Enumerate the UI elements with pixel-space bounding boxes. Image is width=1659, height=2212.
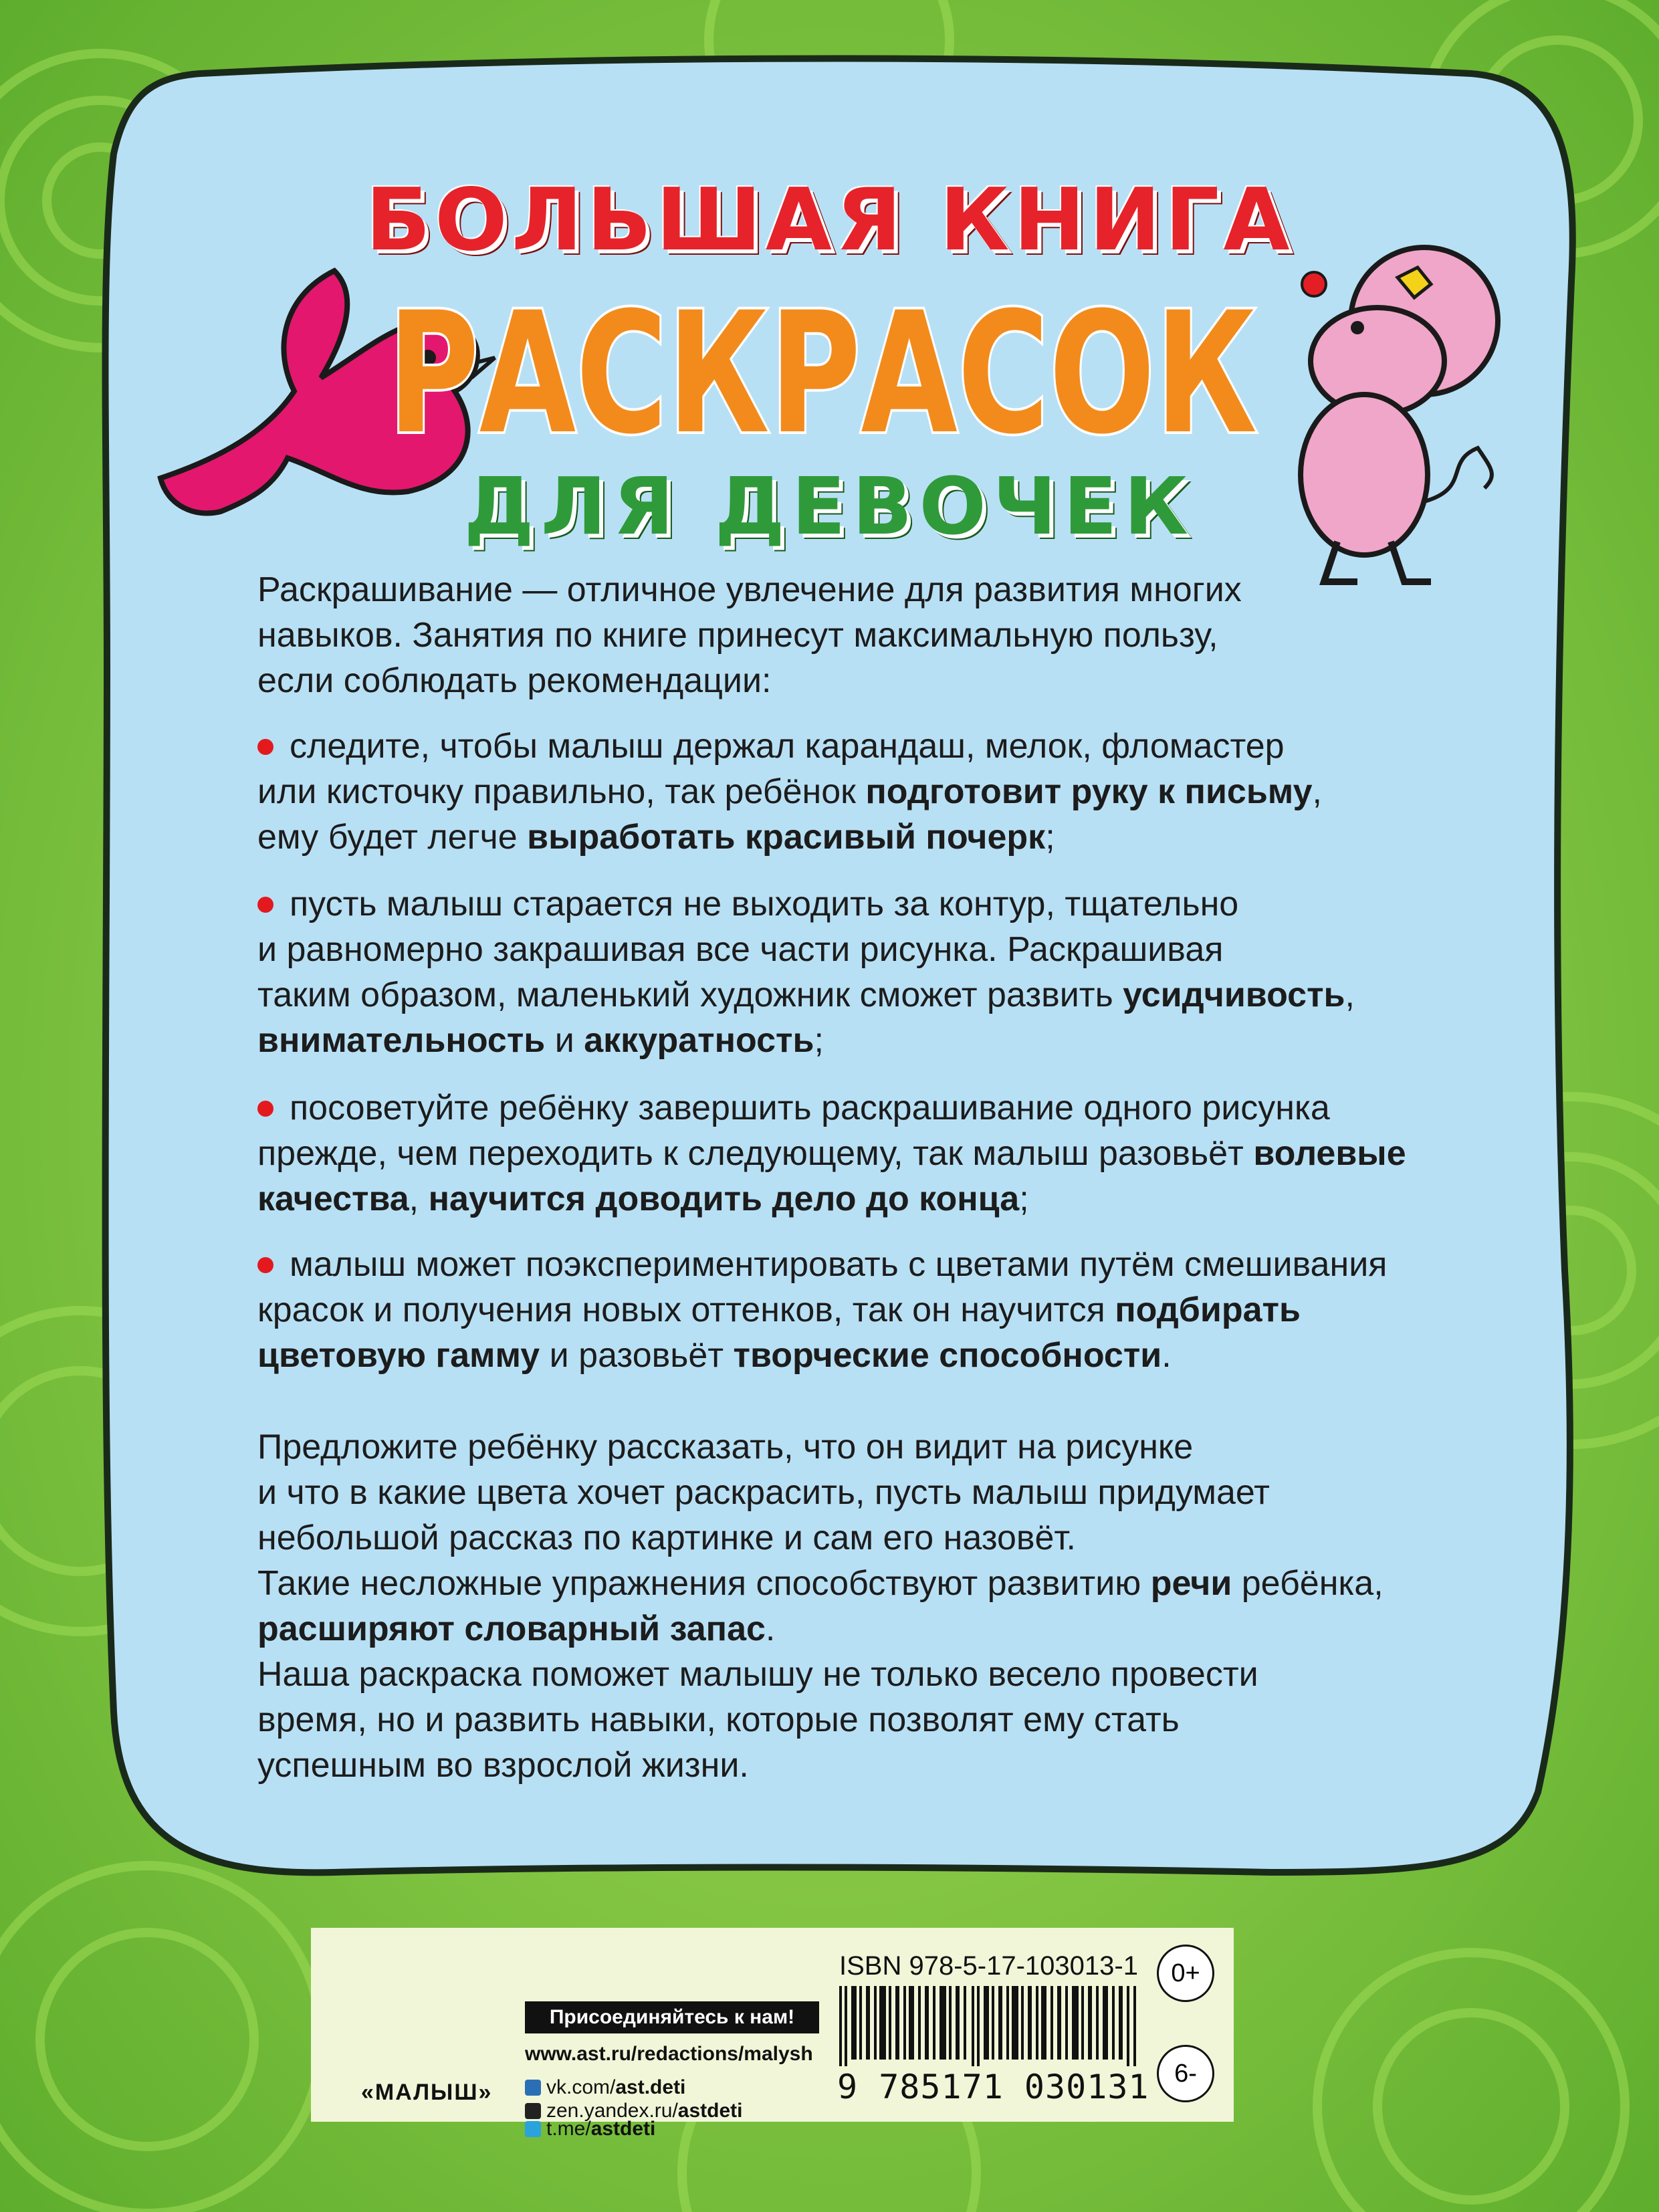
telegram-link[interactable]: t.me/astdeti (525, 2118, 655, 2140)
outro-paragraph: Предложите ребёнку рассказать, что он видит на рисунке и что в какие цвета хочет раскрасить, пусть малыш придумает небольшой рассказ по картинке и сам его назовёт. Такие несложные упражнения способствуют развитию речи ребёнка, расширяют словарный запас. Наша раскраска поможет малышу не только весело провести время, но и развить навыки, которые позволят ему стать успешным во взрослой жизни. (257, 1428, 1384, 1785)
barcode (839, 1986, 1140, 2066)
title-main (374, 271, 1270, 471)
bullet-2: пусть малыш старается не выходить за контур, тщательно и равномерно закрашивая все части рисунка. Раскрашивая таким образом, маленький художник сможет развить усидчивость, внимательность и аккуратность; (257, 885, 1355, 1060)
intro-paragraph (257, 567, 1515, 703)
isbn-text: ISBN 978-5-17-103013-1 (839, 1951, 1138, 1981)
telegram-icon (525, 2121, 541, 2137)
title-main-text: РАСКРАСОК (388, 276, 1257, 471)
intro-line: если соблюдать рекомендации: (257, 661, 772, 700)
bullet-dot (257, 1101, 273, 1117)
bullet-dot (257, 739, 273, 755)
zen-link[interactable]: zen.yandex.ru/astdeti (525, 2100, 743, 2122)
age-rating-badge: 0+ (1157, 1945, 1214, 2002)
bullet-3: посоветуйте ребёнку завершить раскрашивание одного рисунка прежде, чем переходить к следующему, так малыш разовьёт волевые качества, научится доводить дело до конца; (257, 1089, 1406, 1218)
bullet-dot (257, 1257, 273, 1273)
publisher-name: «МАЛЫШ» (361, 2080, 493, 2105)
vk-icon (525, 2080, 541, 2096)
title-top: БОЛЬШАЯ КНИГА (365, 171, 1294, 270)
site-link[interactable]: www.ast.ru/redactions/malysh (525, 2043, 813, 2065)
vk-link[interactable]: vk.com/ast.deti (525, 2076, 685, 2099)
age-limit-badge: 6- (1157, 2045, 1214, 2102)
join-banner: Присоединяйтесь к нам! (525, 2001, 819, 2033)
zen-icon (525, 2103, 541, 2119)
intro-line: Раскрашивание — отличное увлечение для развития многих (257, 570, 1242, 609)
bullet-4: малыш может поэкспериментировать с цветами путём смешивания красок и получения новых оттенков, так он научится подбирать цветовую гамму и разовьёт творческие способности. (257, 1245, 1388, 1375)
intro-line: навыков. Занятия по книге принесут максимальную пользу, (257, 616, 1218, 655)
barcode-number: 9 785171 030131 (837, 2068, 1149, 2106)
title-sub: ДЛЯ ДЕВОЧЕК (463, 460, 1196, 552)
bullet-dot (257, 897, 273, 913)
bullet-1: следите, чтобы малыш держал карандаш, мелок, фломастер или кисточку правильно, так ребёнок подготовит руку к письму, ему будет легче выработать красивый почерк; (257, 727, 1322, 857)
